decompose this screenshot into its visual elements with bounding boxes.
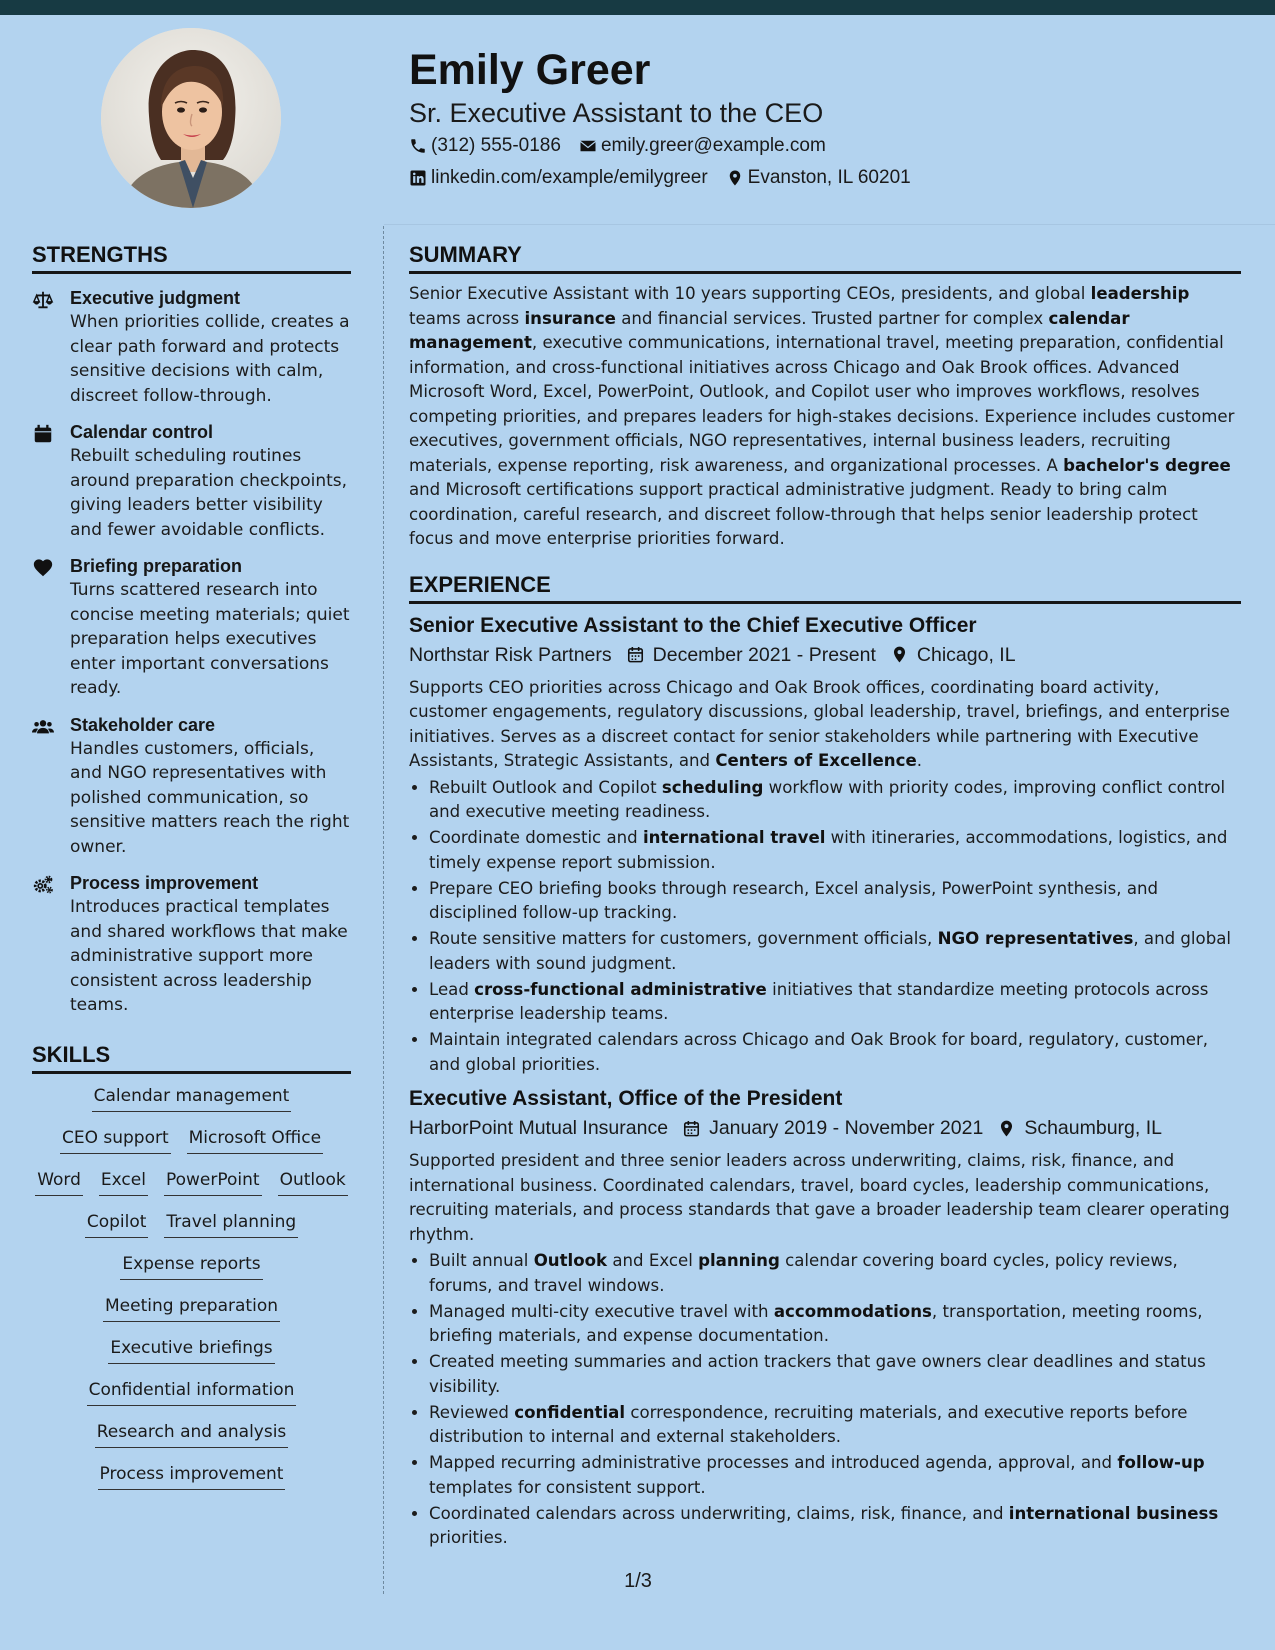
job-location: [997, 1113, 1162, 1143]
contact-row-1: [409, 130, 1249, 162]
bullet-item: • Maintain integrated calendars across Chicago and Oak Brook for board, regulatory, customer, and global priorities.: [429, 1028, 1241, 1077]
strength-item: [32, 554, 351, 701]
email-contact[interactable]: [579, 130, 826, 162]
summary-heading: SUMMARY: [409, 240, 1241, 274]
strength-title: Calendar control: [70, 422, 214, 442]
skill-tag: Word: [35, 1168, 83, 1196]
emphasis-text: confidential: [514, 1402, 626, 1422]
job-title: Senior Executive Assistant to the Chief Executive Officer: [409, 613, 977, 637]
skill-tag: CEO support: [60, 1126, 171, 1154]
job-description: Supports CEO priorities across Chicago and Oak Brook offices, coordinating board activity, customer engagements, regulatory discussions, global leadership, travel, briefings, and enterprise initiatives. Serves as a discreet contact for senior stakeholders while partnering with Executive Assistants, Strategic Assistants, and Centers of Excellence.: [409, 677, 1230, 770]
location-text: Schaumburg, IL: [1024, 1117, 1162, 1139]
skill-tag: Research and analysis: [95, 1420, 289, 1448]
strength-item: [32, 286, 351, 408]
phone-icon: [409, 137, 427, 155]
strength-item: [32, 420, 351, 542]
strength-desc: Introduces practical templates and shared workflows that make administrative support more consistent across leadership teams.: [70, 897, 348, 1015]
location-text: Evanston, IL 60201: [747, 167, 911, 188]
skill-tag: Copilot: [85, 1210, 149, 1238]
map-pin-icon: [997, 1119, 1016, 1138]
skill-tag: Meeting preparation: [103, 1294, 280, 1322]
strength-desc: Handles customers, officials, and NGO representatives with polished communication, so sensitive matters reach the right owner.: [70, 738, 350, 857]
emphasis-text: accommodations: [773, 1301, 932, 1321]
strength-item: [32, 871, 351, 1018]
strength-desc: When priorities collide, creates a clear path forward and protects sensitive decisions with calm, discreet follow-through.: [70, 312, 350, 406]
linkedin-url: linkedin.com/example/emilygreer: [431, 167, 708, 188]
calendar-icon: [32, 423, 54, 445]
calendar-icon: [626, 645, 645, 664]
job-entry: [409, 1085, 1241, 1551]
summary-text: Senior Executive Assistant with 10 years supporting CEOs, presidents, and global leadership teams across insurance and financial services. Trusted partner for complex calendar management, executive communications, international travel, meeting preparation, confidential information, and cross-functional initiatives across Chicago and Oak Brook offices. Advanced Microsoft Word, Excel, PowerPoint, Outlook, and Copilot user who improves workflows, resolves competing priorities, and prepares leaders for high-stakes decisions. Experience includes customer executives, government officials, NGO representatives, internal business leaders, recruiting materials, expense reporting, risk awareness, and organizational processes. A bachelor's degree and Microsoft certifications support practical administrative judgment. Ready to bring calm coordination, careful research, and discreet follow-through that helps senior leadership protect focus and move enterprise priorities forward.: [409, 284, 1235, 548]
strength-title: Process improvement: [70, 873, 259, 893]
candidate-name: Emily Greer: [409, 46, 651, 94]
emphasis-text: follow-up: [1117, 1453, 1205, 1472]
skill-tag: Expense reports: [120, 1252, 262, 1280]
skill-tag: Outlook: [278, 1168, 348, 1196]
emphasis-text: cross-functional administrative: [474, 979, 767, 999]
job-bullets: [429, 776, 1241, 1078]
skill-tag: Travel planning: [164, 1210, 298, 1238]
strength-title: Briefing preparation: [70, 556, 243, 576]
skill-tag: PowerPoint: [164, 1168, 262, 1196]
skills-list: [32, 1084, 351, 1490]
heart-icon: [32, 557, 54, 579]
job-dates: [682, 1113, 983, 1143]
profile-photo: [101, 28, 281, 208]
bullet-item: • Reviewed confidential correspondence, recruiting materials, and executive reports before distribution to internal and external stakeholders.: [429, 1401, 1241, 1450]
top-accent-bar: [0, 0, 1275, 15]
job-entry: [409, 612, 1241, 1078]
emphasis-text: leadership: [1090, 284, 1190, 303]
strength-title: Executive judgment: [70, 288, 241, 308]
location-text: Chicago, IL: [916, 643, 1016, 666]
bullet-item: • Prepare CEO briefing books through research, Excel analysis, PowerPoint synthesis, and disciplined follow-up tracking.: [429, 877, 1241, 926]
emphasis-text: NGO representatives: [937, 929, 1134, 948]
envelope-icon: [579, 137, 597, 155]
bullet-item: • Rebuilt Outlook and Copilot scheduling workflow with priority codes, improving conflict control and executive meeting readiness.: [429, 776, 1241, 825]
dates-text: January 2019 - November 2021: [709, 1117, 984, 1139]
strength-item: [32, 713, 351, 860]
dates-text: December 2021 - Present: [652, 643, 876, 666]
page-number: 1/3: [624, 1570, 652, 1592]
bullet-item: • Created meeting summaries and action trackers that gave owners clear deadlines and status visibility.: [429, 1350, 1241, 1399]
skill-tag: Excel: [99, 1168, 148, 1196]
skill-tag: Confidential information: [87, 1378, 297, 1406]
bullet-item: • Coordinate domestic and international travel with itineraries, accommodations, logistics, and timely expense report submission.: [429, 826, 1241, 875]
emphasis-text: Outlook: [533, 1251, 608, 1270]
company-name: Northstar Risk Partners: [409, 643, 612, 666]
header: [409, 42, 1249, 194]
header-divider: [384, 224, 1275, 225]
phone-number: (312) 555-0186: [431, 135, 561, 156]
emphasis-text: insurance: [524, 308, 616, 328]
emphasis-text: bachelor's degree: [1063, 455, 1231, 475]
contact-row-2: [409, 162, 1249, 194]
map-pin-icon: [726, 169, 744, 187]
skill-tag: Calendar management: [92, 1084, 292, 1112]
strength-title: Stakeholder care: [70, 714, 216, 735]
emphasis-text: Centers of Excellence: [715, 751, 917, 770]
job-meta: [409, 1113, 1241, 1143]
map-pin-icon: [890, 645, 909, 664]
strength-desc: Rebuilt scheduling routines around preparation checkpoints, giving leaders better visibility and fewer avoidable conflicts.: [70, 446, 348, 540]
company-name: HarborPoint Mutual Insurance: [409, 1117, 669, 1139]
skill-tag: Executive briefings: [108, 1336, 274, 1364]
bullet-item: • Lead cross-functional administrative initiatives that standardize meeting protocols across enterprise leadership teams.: [429, 978, 1241, 1027]
job-title-headline: Sr. Executive Assistant to the CEO: [409, 98, 824, 128]
job-description: Supported president and three senior leaders across underwriting, claims, risk, finance, and international business. Coordinated calendars, travel, board cycles, leadership communications, recruiting materials, and process standards that gave a broader leadership team clearer operating rhythm.: [409, 1151, 1230, 1244]
phone-contact[interactable]: [409, 130, 561, 162]
bullet-item: • Managed multi-city executive travel with accommodations, transportation, meeting rooms, briefing materials, and expense documentation.: [429, 1300, 1241, 1349]
emphasis-text: scheduling: [661, 777, 764, 797]
gears-icon: [32, 874, 54, 896]
column-divider: [383, 226, 384, 1594]
left-column: [32, 240, 351, 1504]
users-icon: [32, 716, 54, 738]
linkedin-icon: [409, 169, 427, 187]
job-title: Executive Assistant, Office of the President: [409, 1087, 843, 1110]
job-location: [890, 640, 1016, 670]
job-dates: [626, 640, 876, 670]
strengths-heading: STRENGTHS: [32, 240, 351, 274]
scales-icon: [32, 289, 54, 311]
skill-tag: Process improvement: [98, 1462, 286, 1490]
bullet-item: • Coordinated calendars across underwriting, claims, risk, finance, and international business priorities.: [429, 1502, 1241, 1551]
bullet-item: • Route sensitive matters for customers, government officials, NGO representatives, and global leaders with sound judgment.: [429, 927, 1241, 976]
bullet-item: • Mapped recurring administrative processes and introduced agenda, approval, and follow-up templates for consistent support.: [429, 1451, 1241, 1500]
bullet-item: • Built annual Outlook and Excel planning calendar covering board cycles, policy reviews, forums, and travel windows.: [429, 1249, 1241, 1298]
experience-heading: EXPERIENCE: [409, 570, 1241, 604]
skill-tag: Microsoft Office: [187, 1126, 323, 1154]
emphasis-text: international business: [1008, 1503, 1219, 1523]
linkedin-contact[interactable]: [409, 162, 708, 194]
emphasis-text: calendar management: [409, 308, 1130, 352]
calendar-icon: [682, 1119, 701, 1138]
skills-heading: SKILLS: [32, 1040, 351, 1074]
right-column: [409, 240, 1241, 1552]
strength-desc: Turns scattered research into concise meeting materials; quiet preparation helps executives enter important conversations ready.: [70, 580, 350, 698]
emphasis-text: planning: [698, 1251, 780, 1270]
location-contact: [726, 162, 911, 194]
job-meta: [409, 640, 1241, 670]
job-bullets: [429, 1249, 1241, 1551]
emphasis-text: international travel: [642, 828, 826, 847]
email-address: emily.greer@example.com: [600, 135, 826, 156]
